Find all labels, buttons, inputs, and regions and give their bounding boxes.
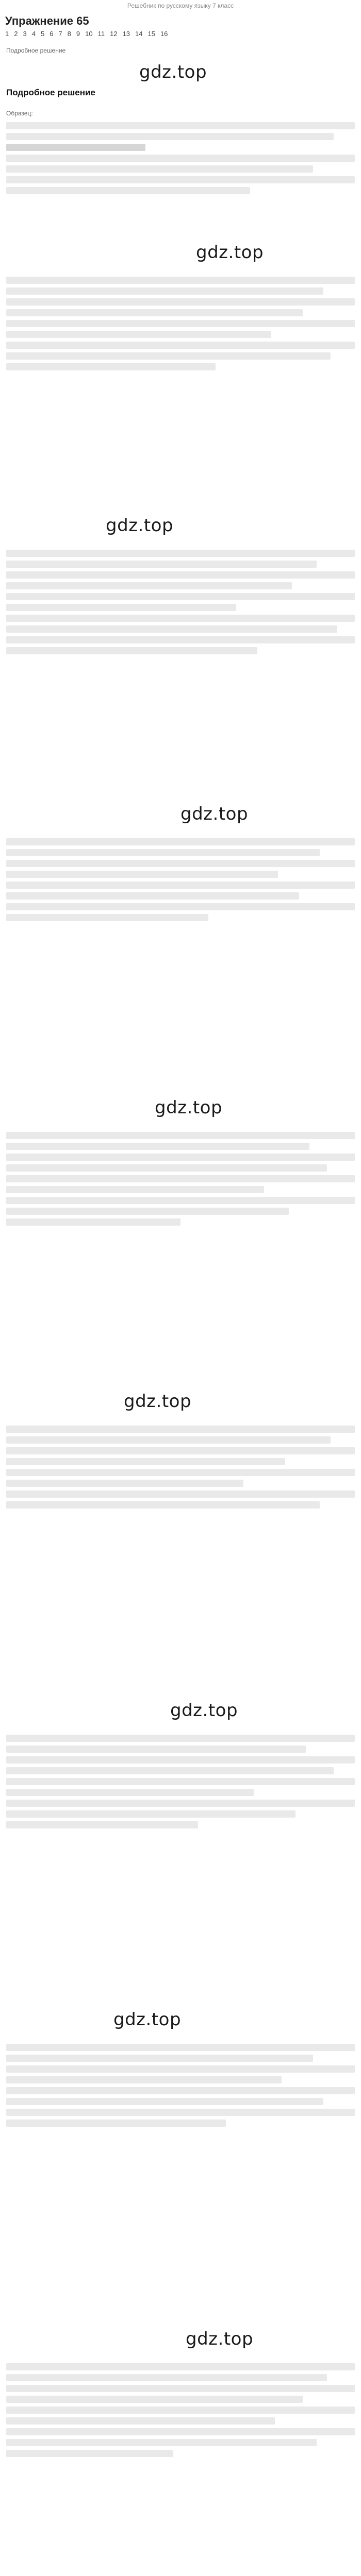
body-block-3 <box>6 546 355 658</box>
text-line <box>6 1480 243 1487</box>
text-line <box>6 2450 173 2457</box>
body-block-7 <box>6 1731 355 1832</box>
text-line <box>6 298 355 306</box>
text-line <box>6 1436 331 1444</box>
text-line <box>6 892 299 900</box>
pager-item[interactable]: 7 <box>58 30 62 38</box>
text-line <box>6 615 355 622</box>
text-line <box>6 2065 355 2073</box>
text-line <box>6 1186 264 1193</box>
text-line <box>6 2109 355 2116</box>
text-line <box>6 1501 320 1509</box>
text-line <box>6 1800 355 1807</box>
pager-item[interactable]: 6 <box>50 30 54 38</box>
watermark: gdz.top <box>170 1700 238 1721</box>
text-line <box>6 1789 254 1796</box>
text-line <box>6 1175 355 1182</box>
text-line <box>6 604 236 611</box>
text-line <box>6 2076 282 2083</box>
watermark: gdz.top <box>139 62 207 82</box>
body-block-8 <box>6 2040 355 2130</box>
text-line <box>6 871 278 878</box>
text-line <box>6 582 292 589</box>
pager-item[interactable]: 14 <box>135 30 143 38</box>
watermark: gdz.top <box>106 515 174 536</box>
text-line <box>6 1756 355 1764</box>
text-line <box>6 550 355 557</box>
text-line <box>6 122 355 129</box>
body-block-1 <box>6 108 355 198</box>
text-line <box>6 309 303 316</box>
pager-item[interactable]: 10 <box>85 30 93 38</box>
watermark: gdz.top <box>186 2329 254 2349</box>
text-line <box>6 320 355 327</box>
text-line <box>6 2396 303 2403</box>
page-title: Упражнение 65 <box>5 14 89 27</box>
text-line <box>6 593 355 600</box>
pager-item[interactable]: 1 <box>5 30 9 38</box>
top-note: Решебник по русскому языку 7 класс <box>127 2 234 9</box>
text-line <box>6 625 337 633</box>
text-line <box>6 2417 275 2425</box>
text-line <box>6 561 317 568</box>
text-line <box>6 849 320 856</box>
subtitle-small: Подробное решение <box>6 47 66 54</box>
text-line <box>6 363 216 370</box>
text-line <box>6 2428 355 2435</box>
text-line <box>6 1218 180 1226</box>
text-line <box>6 636 355 643</box>
text-line <box>6 2098 323 2105</box>
body-block-9 <box>6 2360 355 2461</box>
subtitle-block <box>6 45 355 56</box>
text-line <box>6 914 208 921</box>
text-line <box>6 1458 285 1465</box>
text-line <box>6 2385 355 2392</box>
pager-item[interactable]: 13 <box>122 30 130 38</box>
text-line <box>6 903 355 910</box>
text-line <box>6 647 257 654</box>
text-line <box>6 1197 355 1204</box>
pager-item[interactable]: 15 <box>147 30 155 38</box>
text-line <box>6 1469 355 1476</box>
text-line <box>6 155 355 162</box>
text-line <box>6 571 355 579</box>
text-line <box>6 133 334 140</box>
pager-item[interactable]: 5 <box>40 30 45 38</box>
text-line <box>6 1490 355 1498</box>
text-line <box>6 287 323 295</box>
pager-item[interactable]: 11 <box>97 30 105 38</box>
text-line <box>6 1735 355 1742</box>
text-line <box>6 1426 355 1433</box>
text-line <box>6 882 355 889</box>
pager-item[interactable]: 12 <box>110 30 118 38</box>
text-line <box>6 860 355 867</box>
text-line <box>6 1745 306 1753</box>
text-line <box>6 1132 355 1139</box>
text-line <box>6 1810 296 1818</box>
text-line <box>6 2120 226 2127</box>
pager-item[interactable]: 3 <box>23 30 27 38</box>
text-line <box>6 1767 334 1774</box>
text-line <box>6 1154 355 1161</box>
pager-item[interactable]: 2 <box>14 30 18 38</box>
solution-heading <box>6 88 355 98</box>
watermark: gdz.top <box>124 1391 192 1412</box>
text-line <box>6 2055 313 2062</box>
solution-title: Подробное решение <box>6 88 95 97</box>
text-line <box>6 352 331 360</box>
body-block-5 <box>6 1128 355 1229</box>
text-line <box>6 277 355 284</box>
text-line <box>6 1164 327 1172</box>
text-line <box>6 2406 355 2414</box>
text-line <box>6 1447 355 1454</box>
pager-item[interactable]: 4 <box>31 30 36 38</box>
text-line <box>6 176 355 183</box>
text-line <box>6 2439 317 2446</box>
watermark: gdz.top <box>113 2009 182 2030</box>
text-line <box>6 165 313 173</box>
text-line <box>6 1778 355 1785</box>
body-block-4 <box>6 835 355 925</box>
text-line <box>6 1143 309 1150</box>
pager-item[interactable]: 9 <box>76 30 80 38</box>
pager-item[interactable]: 8 <box>67 30 71 38</box>
watermark: gdz.top <box>180 804 249 824</box>
text-line <box>6 1208 289 1215</box>
body-block-6 <box>6 1422 355 1512</box>
text-line <box>6 838 355 845</box>
text-line <box>6 187 250 194</box>
watermark: gdz.top <box>155 1097 223 1118</box>
text-line <box>6 331 271 338</box>
hint-label: Образец: <box>6 110 33 117</box>
text-line <box>6 2087 355 2094</box>
page-pager <box>5 30 356 38</box>
text-line <box>6 2363 355 2370</box>
text-line <box>6 2374 327 2381</box>
body-block-2 <box>6 273 355 374</box>
text-line <box>6 144 145 151</box>
text-line <box>6 2044 355 2051</box>
text-line <box>6 342 355 349</box>
pager-item[interactable]: 16 <box>160 30 168 38</box>
text-line <box>6 1821 198 1828</box>
watermark: gdz.top <box>196 242 264 263</box>
